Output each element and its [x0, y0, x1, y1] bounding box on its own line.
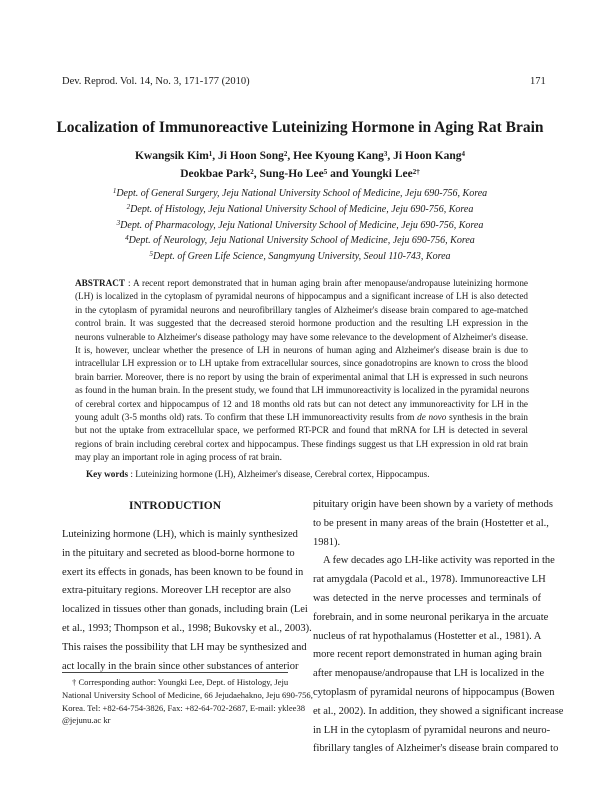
abstract-line: in the cytoplasm of pyramidal neurons and neurofibrillary tangles of Alzheimer's disease brain compared to age-matched	[75, 304, 528, 315]
section-heading: INTRODUCTION	[128, 500, 221, 512]
affiliation-text: Dept. of Histology, Jeju National University School of Medicine, Jeju 690-756, Korea	[130, 203, 474, 215]
affiliation-list	[0, 186, 600, 265]
abstract-line: It is, however, unclear whether the presence of LH in neurons of human aging and Alzheimer's disease brain is due to	[75, 345, 528, 356]
affiliation-mark: 4	[125, 234, 129, 243]
affiliation-text: Dept. of Pharmacology, Jeju National University School of Medicine, Jeju 690-756, Korea	[120, 219, 484, 231]
paragraph-line: Luteinizing hormone (LH), which is mainly synthesized	[62, 529, 298, 540]
author-separator: ,	[253, 168, 260, 180]
affiliation-mark: 3	[116, 218, 121, 227]
affiliation-item	[0, 249, 600, 265]
paragraph-line: more recent report demonstrated in human aging brain	[313, 649, 542, 661]
abstract-line: brain barrier. Moreover, there is no report by using the brain of experimental animal that LH is expressed in such neurons	[75, 371, 528, 382]
author-affil-mark: 1	[208, 150, 213, 158]
abstract-line: but not the uptake from extracellular space, we performed RT-PCR and found that mRNA for LH is detected in several	[75, 425, 528, 436]
author-affil-mark: 2†	[412, 168, 420, 176]
paragraph-line: exert its effects in gonads, has been known to be found in	[62, 566, 304, 578]
author-list	[0, 147, 600, 183]
paragraph-line: This raises the possibility that LH may be synthesized and	[62, 641, 307, 653]
author-name: Kwangsik Kim	[134, 150, 209, 162]
abstract-line: regions of brain including cerebral cortex and hippocampus. These findings suggest us that LH expression in old rat brain	[75, 438, 528, 449]
author-name: Ji Hoon Song	[218, 150, 284, 162]
author-name: Deokbae Park	[180, 168, 251, 180]
paragraph-line: in LH in the cytoplasm of pyramidal neurons and neuro-	[313, 724, 551, 736]
author-name: Hee Kyoung Kang	[293, 150, 384, 162]
paragraph-line: extra-pituitary regions. Moreover LH receptor are also	[62, 585, 291, 597]
paragraph-line: forebrain, and in some neuronal perikarya in the arcuate	[313, 611, 549, 623]
affiliation-item	[0, 218, 600, 234]
paragraph-line: A few decades ago LH-like activity was reported in the	[323, 555, 555, 567]
paragraph-line: fibrillary tangles of Alzheimer's disease brain compared to	[313, 743, 559, 755]
paragraph-line: pituitary origin have been shown by a variety of methods	[313, 499, 553, 510]
author-affil-mark: 2	[250, 168, 254, 176]
paragraph-line: et al., 2002). In addition, they showed a significant increase	[313, 705, 564, 717]
footnote-divider	[62, 672, 288, 673]
abstract-line: intracellular LH expression or to LH uptake from extracellular sources, since gonadotropins are known to cross the blood	[75, 358, 528, 369]
abstract-text: young adult (3-5 months old) rats. To confirm that these LH immunoreactivity results from	[75, 412, 418, 423]
abstract-line: (LH) is localized in the cytoplasm of pyramidal neurons of hippocampus and a significant increase of LH is also detected	[75, 291, 528, 302]
paragraph-line: 1981).	[313, 536, 341, 548]
affiliation-mark: 2	[126, 202, 131, 211]
abstract-line	[75, 411, 528, 424]
author-name: Sung-Ho Lee	[259, 168, 324, 180]
paragraph-line: rat amygdala (Pacold et al., 1978). Immunoreactive LH	[313, 574, 546, 586]
affiliation-item	[0, 202, 600, 218]
affiliation-item	[0, 186, 600, 202]
body-column-left	[62, 526, 312, 676]
keywords	[86, 469, 526, 479]
author-separator: ,	[387, 150, 394, 162]
author-separator: ,	[212, 150, 219, 162]
author-affil-mark: 5	[323, 168, 328, 176]
journal-citation: Dev. Reprod. Vol. 14, No. 3, 171-177 (2010)	[62, 76, 250, 87]
abstract-text: synthesis in the brain	[446, 412, 528, 423]
footnote-line: @jejunu.ac kr	[62, 715, 111, 726]
author-line-1	[0, 147, 600, 165]
author-name: Ji Hoon Kang	[393, 150, 462, 162]
affiliation-text: Dept. of General Surgery, Jeju National University School of Medicine, Jeju 690-756, Korea	[116, 188, 488, 199]
affiliation-mark: 5	[149, 250, 153, 259]
affiliation-item	[0, 233, 600, 249]
page-number: 171	[530, 76, 546, 87]
paragraph-line: in the pituitary and secreted as blood-borne hormone to	[62, 547, 295, 559]
author-separator: ,	[287, 150, 294, 162]
affiliation-text: Dept. of Neurology, Jeju National University School of Medicine, Jeju 690-756, Korea	[128, 235, 475, 247]
abstract-line: of cerebral cortex and hippocampus of 12 and 18 months old rats but can not detect any immunoreactivity for LH in the	[75, 398, 528, 409]
keywords-label: Key words	[86, 469, 129, 479]
footnote-line: † Corresponding author: Youngki Lee, Dept. of Histology, Jeju	[72, 677, 289, 687]
abstract-line: control brain. It was suggested that the decreased steroid hormone production and the resulting LH expression in the	[75, 318, 528, 329]
paragraph-line: to be present in many areas of the brain (Hostetter et al.,	[313, 517, 549, 529]
footnote-line: Korea. Tel: +82-64-754-3826, Fax: +82-64-702-2687, E-mail: yklee38	[62, 702, 306, 713]
paragraph-line: after menopause/andropause that LH is localized in the	[313, 668, 545, 680]
abstract-line: neurons vulnerable to Alzheimer's disease pathology may have some relevance to the development of Alzheimer's disease.	[75, 331, 528, 342]
abstract-line	[75, 277, 528, 290]
author-separator: and	[327, 168, 352, 180]
paragraph-line: cytoplasm of pyramidal neurons of hippocampus (Bowen	[313, 686, 555, 698]
author-name: Youngki Lee	[351, 168, 413, 180]
affiliation-mark: 1	[112, 187, 117, 195]
body-column-right	[313, 496, 564, 759]
abstract-label: ABSTRACT	[75, 278, 126, 288]
paragraph-line: nucleus of rat hypothalamus (Hostetter et al., 1981). A	[313, 630, 542, 642]
paragraph-line: was detected in the nerve processes and terminals of	[313, 592, 541, 604]
author-affil-mark: 4	[461, 150, 465, 158]
paragraph-line: act locally in the brain since other substances of anterior	[62, 660, 299, 672]
abstract-italic-term: de novo	[417, 412, 447, 423]
paper-title: Localization of Immunoreactive Luteinizing Hormone in Aging Rat Brain	[56, 119, 544, 136]
author-line-2	[0, 165, 600, 183]
paragraph-line: et al., 1993; Thompson et al., 1998; Bukovsky et al., 2003).	[62, 622, 312, 634]
abstract-line: may play an important role in aging process of rat brain.	[75, 452, 282, 463]
paragraph-line: localized in tissues other than gonads, including brain (Lei	[62, 604, 308, 616]
author-affil-mark: 2	[283, 150, 288, 158]
affiliation-text: Dept. of Green Life Science, Sangmyung University, Seoul 110-743, Korea	[152, 251, 451, 263]
abstract-line: as found in the human brain. In the present study, we found that LH immunoreactivity is localized in the pyramidal neurons	[75, 385, 530, 396]
footnote-line: National University School of Medicine, 66 Jejudaehakno, Jeju 690-756,	[62, 689, 313, 700]
abstract	[75, 277, 528, 465]
abstract-text: : A recent report demonstrated that in human aging brain after menopause/andropause luteinizing hormone	[125, 278, 528, 288]
corresponding-author-footnote	[62, 676, 313, 727]
keywords-text: : Luteinizing hormone (LH), Alzheimer's disease, Cerebral cortex, Hippocampus.	[128, 469, 430, 479]
author-affil-mark: 3	[383, 150, 388, 158]
